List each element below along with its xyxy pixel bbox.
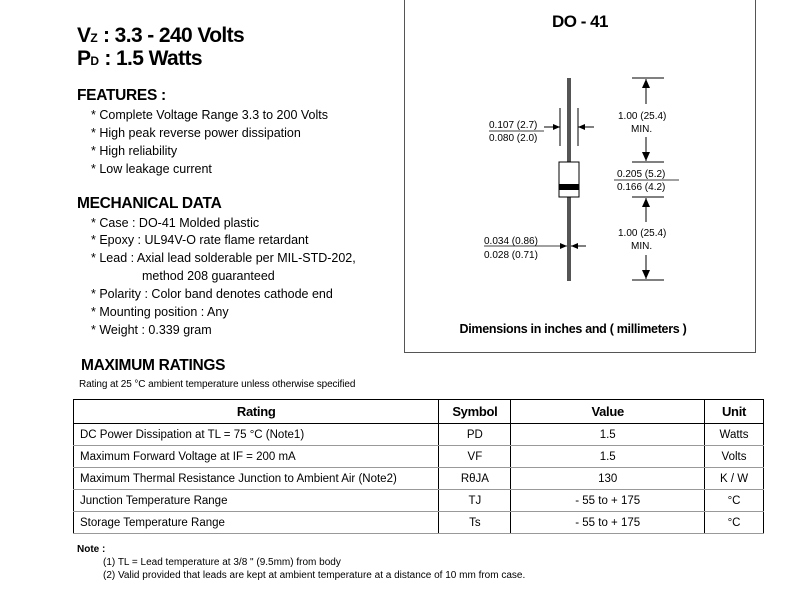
vz-spec bbox=[77, 25, 244, 49]
ratings-table bbox=[73, 399, 764, 534]
mechanical-item: * Case : DO-41 Molded plastic bbox=[91, 216, 260, 230]
mechanical-item: * Weight : 0.339 gram bbox=[91, 323, 212, 337]
value-cell: 1.5 bbox=[511, 424, 705, 446]
table-row bbox=[74, 468, 764, 490]
rating-cell: Maximum Forward Voltage at IF = 200 mA bbox=[74, 446, 439, 468]
mechanical-item: method 208 guaranteed bbox=[142, 269, 275, 283]
col-header-rating: Rating bbox=[74, 400, 439, 424]
symbol-cell: Ts bbox=[439, 512, 511, 534]
package-title: DO - 41 bbox=[551, 12, 609, 31]
feature-item: * Low leakage current bbox=[91, 162, 212, 176]
unit-cell: Volts bbox=[705, 446, 764, 468]
vz-subscript: Z bbox=[90, 31, 98, 45]
bottom-lead-min: MIN. bbox=[631, 241, 653, 252]
rating-cell: Maximum Thermal Resistance Junction to Ambient Air (Note2) bbox=[74, 468, 439, 490]
feature-item: * Complete Voltage Range 3.3 to 200 Volts bbox=[91, 108, 328, 122]
pd-value: : 1.5 Watts bbox=[99, 47, 202, 70]
mechanical-heading: MECHANICAL DATA bbox=[77, 195, 222, 212]
rating-cell: DC Power Dissipation at TL = 75 °C (Note1) bbox=[74, 424, 439, 446]
notes-label: Note : bbox=[77, 544, 106, 555]
ratings-condition-note: Rating at 25 °C ambient temperature unless otherwise specified bbox=[79, 379, 356, 390]
feature-item: * High reliability bbox=[91, 144, 178, 158]
diode-body bbox=[559, 162, 579, 197]
unit-cell: °C bbox=[705, 512, 764, 534]
top-lead-length: 1.00 (25.4) bbox=[618, 111, 667, 122]
bottom-lead-length: 1.00 (25.4) bbox=[618, 228, 667, 239]
symbol-cell: RθJA bbox=[439, 468, 511, 490]
table-header-row bbox=[74, 400, 764, 424]
body-length-max: 0.205 (5.2) bbox=[617, 169, 666, 180]
unit-cell: Watts bbox=[705, 424, 764, 446]
vz-value: : 3.3 - 240 Volts bbox=[97, 24, 245, 47]
pd-subscript: D bbox=[90, 54, 100, 68]
pd-symbol: P bbox=[77, 47, 91, 70]
anode-lead bbox=[567, 78, 571, 162]
body-length-min: 0.166 (4.2) bbox=[617, 182, 666, 193]
mechanical-item: * Polarity : Color band denotes cathode end bbox=[91, 287, 333, 301]
value-cell: - 55 to + 175 bbox=[511, 490, 705, 512]
table-row bbox=[74, 424, 764, 446]
table-row bbox=[74, 490, 764, 512]
value-cell: 1.5 bbox=[511, 446, 705, 468]
table-row bbox=[74, 446, 764, 468]
vz-symbol: V bbox=[77, 24, 91, 47]
pd-spec bbox=[77, 48, 202, 72]
package-outline-drawing bbox=[404, 0, 756, 353]
lead-diameter-min: 0.028 (0.71) bbox=[484, 250, 538, 261]
note-item: (1) TL = Lead temperature at 3/8 " (9.5mm) from body bbox=[103, 557, 341, 568]
symbol-cell: TJ bbox=[439, 490, 511, 512]
dimensions-caption: Dimensions in inches and ( millimeters ) bbox=[459, 322, 687, 336]
col-header-unit: Unit bbox=[705, 400, 764, 424]
mechanical-item: * Epoxy : UL94V-O rate flame retardant bbox=[91, 233, 309, 247]
symbol-cell: VF bbox=[439, 446, 511, 468]
symbol-cell: PD bbox=[439, 424, 511, 446]
rating-cell: Storage Temperature Range bbox=[74, 512, 439, 534]
note-item: (2) Valid provided that leads are kept at ambient temperature at a distance of 10 mm from case. bbox=[103, 570, 526, 581]
ratings-heading: MAXIMUM RATINGS bbox=[81, 357, 226, 374]
mechanical-item: * Mounting position : Any bbox=[91, 305, 229, 319]
rating-cell: Junction Temperature Range bbox=[74, 490, 439, 512]
features-heading: FEATURES : bbox=[77, 87, 166, 104]
lead-diameter-max: 0.034 (0.86) bbox=[484, 236, 538, 247]
value-cell: - 55 to + 175 bbox=[511, 512, 705, 534]
unit-cell: K / W bbox=[705, 468, 764, 490]
feature-item: * High peak reverse power dissipation bbox=[91, 126, 301, 140]
cathode-lead bbox=[567, 197, 571, 281]
unit-cell: °C bbox=[705, 490, 764, 512]
body-diameter-max: 0.107 (2.7) bbox=[489, 120, 538, 131]
body-diameter-min: 0.080 (2.0) bbox=[489, 133, 538, 144]
col-header-value: Value bbox=[511, 400, 705, 424]
mechanical-item: * Lead : Axial lead solderable per MIL-STD-202, bbox=[91, 251, 356, 265]
top-lead-min: MIN. bbox=[631, 124, 653, 135]
table-row bbox=[74, 512, 764, 534]
value-cell: 130 bbox=[511, 468, 705, 490]
col-header-symbol: Symbol bbox=[439, 400, 511, 424]
cathode-band bbox=[559, 184, 579, 190]
